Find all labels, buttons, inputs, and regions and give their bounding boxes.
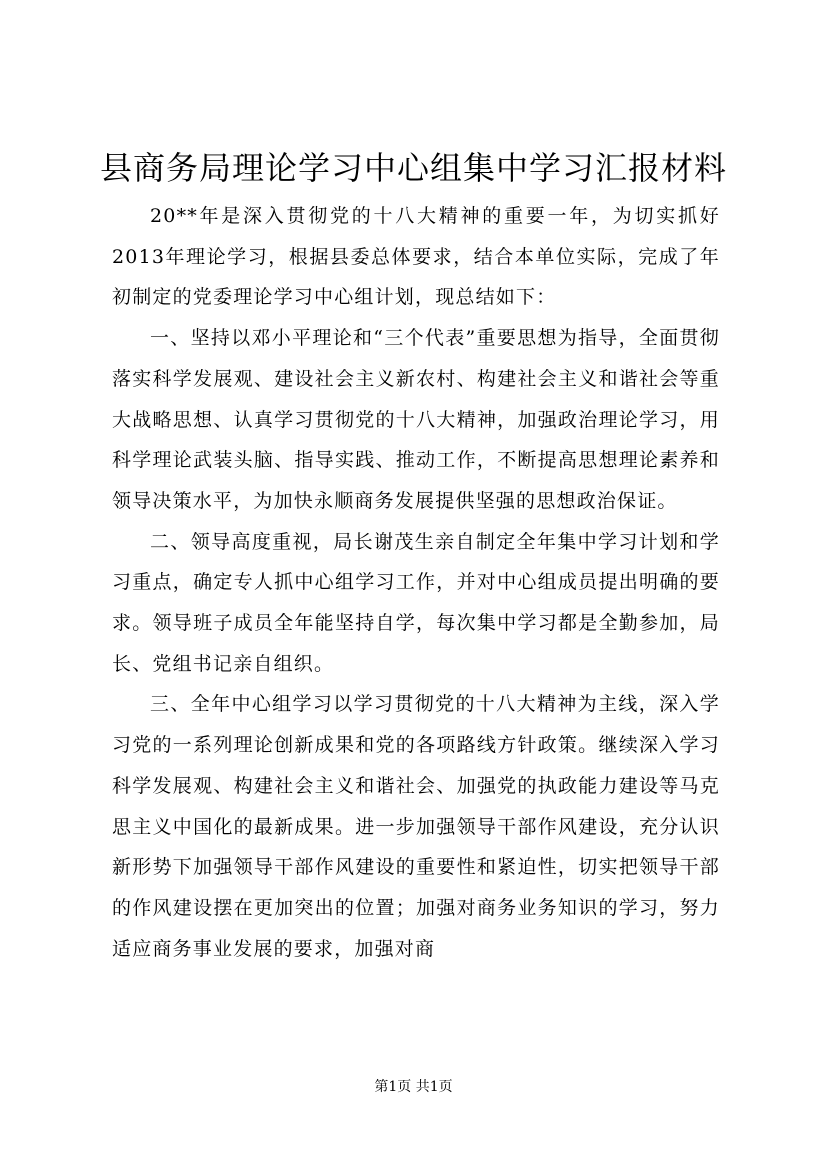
paragraph-section-1: 一、坚持以邓小平理论和“三个代表”重要思想为指导，全面贯彻落实科学发展观、建设社会主义新农村、构建社会主义和谐社会等重大战略思想、认真学习贯彻党的十八大精神，加强政治理论学习，用科学理论武装头脑、指导实践、推动工作，不断提高思想理论素养和领导决策水平，为加快永顺商务发展提供坚强的思想政治保证。	[112, 327, 720, 512]
paragraph-section-2: 二、领导高度重视，局长谢茂生亲自制定全年集中学习计划和学习重点，确定专人抓中心组学习工作，并对中心组成员提出明确的要求。领导班子成员全年能坚持自学，每次集中学习都是全勤参加，局长、党组书记亲自组织。	[112, 530, 720, 675]
paragraph-intro: 20**年是深入贯彻党的十八大精神的重要一年，为切实抓好2013年理论学习，根据县委总体要求，结合本单位实际，完成了年初制定的党委理论学习中心组计划，现总结如下：	[112, 205, 720, 309]
document-title: 县商务局理论学习中心组集中学习汇报材料	[99, 149, 727, 187]
paragraph-section-3: 三、全年中心组学习以学习贯彻党的十八大精神为主线，深入学习党的一系列理论创新成果和党的各项路线方针政策。继续深入学习科学发展观、构建社会主义和谐社会、加强党的执政能力建设等马克思主义中国化的最新成果。进一步加强领导干部作风建设，充分认识新形势下加强领导干部作风建设的重要性和紧迫性，切实把领导干部的作风建设摆在更加突出的位置；加强对商务业务知识的学习，努力适应商务事业发展的要求，加强对商	[112, 693, 720, 960]
page-footer: 第1页 共1页	[374, 1079, 453, 1095]
document-body	[112, 196, 720, 969]
